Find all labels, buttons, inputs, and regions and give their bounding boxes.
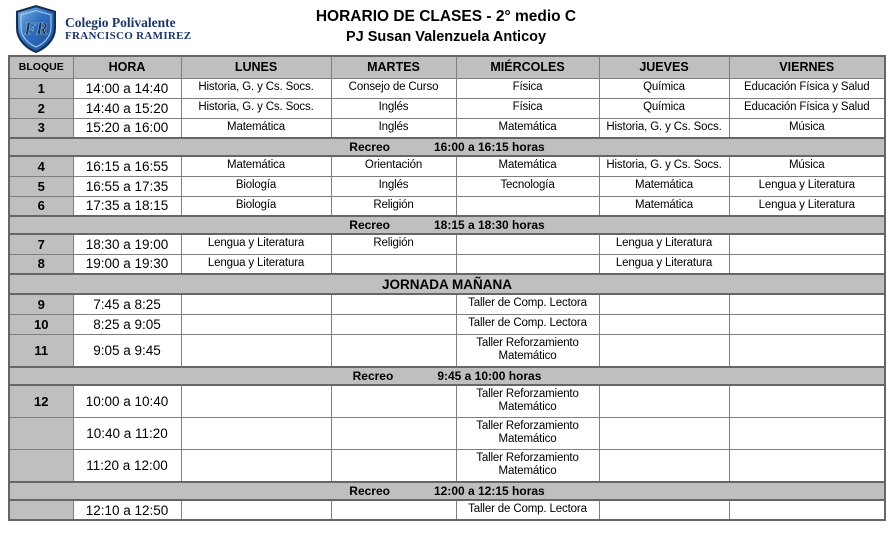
- subject-cell: [456, 254, 599, 274]
- subject-cell: Historia, G. y Cs. Socs.: [181, 78, 331, 98]
- subject-cell: [729, 449, 885, 482]
- subject-cell: [181, 500, 331, 520]
- table-row: [9, 234, 885, 254]
- subject-cell: Matemática: [456, 118, 599, 138]
- col-header-bloque: BLOQUE: [9, 56, 73, 78]
- subject-cell: [456, 196, 599, 216]
- subject-cell: Matemática: [599, 176, 729, 196]
- subject-cell: [181, 385, 331, 418]
- logo-text: [65, 16, 191, 43]
- subject-cell: [181, 334, 331, 367]
- hora-cell: 11:20 a 12:00: [73, 449, 181, 482]
- recreo-label: Recreo: [349, 140, 390, 154]
- school-name-line2: FRANCISCO RAMIREZ: [65, 30, 192, 43]
- recreo-cell: [9, 216, 885, 234]
- hora-cell: 10:40 a 11:20: [73, 417, 181, 449]
- subject-cell: Matemática: [456, 156, 599, 176]
- header-row: [9, 56, 885, 78]
- recreo-cell: [9, 482, 885, 500]
- subject-cell: [331, 314, 456, 334]
- recreo-cell: [9, 138, 885, 156]
- subject-cell: Educación Física y Salud: [729, 78, 885, 98]
- table-row: [9, 417, 885, 449]
- page-subtitle: PJ Susan Valenzuela Anticoy: [345, 29, 547, 45]
- table-row: [9, 156, 885, 176]
- col-header-viernes: VIERNES: [729, 56, 885, 78]
- table-row: [9, 294, 885, 314]
- subject-cell: [729, 385, 885, 418]
- subject-cell: Taller Reforzamiento Matemático: [456, 449, 599, 482]
- subject-cell: Taller de Comp. Lectora: [456, 314, 599, 334]
- recreo-time: 16:00 a 16:15 horas: [433, 140, 545, 154]
- table-row: [9, 385, 885, 418]
- table-row: [9, 176, 885, 196]
- bloque-cell: 6: [9, 196, 73, 216]
- subject-cell: [331, 449, 456, 482]
- subject-cell: Lengua y Literatura: [729, 196, 885, 216]
- table-row: [9, 500, 885, 520]
- subject-cell: [599, 294, 729, 314]
- subject-cell: Biología: [181, 196, 331, 216]
- hora-cell: 7:45 a 8:25: [73, 294, 181, 314]
- bloque-cell: 3: [9, 118, 73, 138]
- hora-cell: 19:00 a 19:30: [73, 254, 181, 274]
- subject-cell: [331, 254, 456, 274]
- recreo-cell: [9, 367, 885, 385]
- subject-cell: Taller Reforzamiento Matemático: [456, 385, 599, 418]
- subject-cell: [729, 254, 885, 274]
- recreo-row: [9, 482, 885, 500]
- hora-cell: 15:20 a 16:00: [73, 118, 181, 138]
- subject-cell: Inglés: [331, 118, 456, 138]
- subject-cell: Lengua y Literatura: [181, 254, 331, 274]
- subject-cell: Historia, G. y Cs. Socs.: [599, 118, 729, 138]
- subject-cell: Matemática: [181, 118, 331, 138]
- page-header: [0, 0, 892, 55]
- hora-cell: 9:05 a 9:45: [73, 334, 181, 367]
- subject-cell: [331, 500, 456, 520]
- subject-cell: Física: [456, 78, 599, 98]
- table-row: [9, 254, 885, 274]
- subject-cell: [729, 314, 885, 334]
- subject-cell: [456, 234, 599, 254]
- subject-cell: [181, 294, 331, 314]
- subject-cell: Inglés: [331, 176, 456, 196]
- bloque-cell: 2: [9, 98, 73, 118]
- col-header-jueves: JUEVES: [599, 56, 729, 78]
- subject-cell: [331, 294, 456, 314]
- hora-cell: 17:35 a 18:15: [73, 196, 181, 216]
- hora-cell: 16:15 a 16:55: [73, 156, 181, 176]
- table-row: [9, 118, 885, 138]
- col-header-martes: MARTES: [331, 56, 456, 78]
- bloque-cell: 9: [9, 294, 73, 314]
- table-row: [9, 78, 885, 98]
- subject-cell: Música: [729, 118, 885, 138]
- hora-cell: 12:10 a 12:50: [73, 500, 181, 520]
- subject-cell: Química: [599, 78, 729, 98]
- recreo-time: 12:00 a 12:15 horas: [433, 484, 545, 498]
- col-header-lunes: LUNES: [181, 56, 331, 78]
- subject-cell: [599, 449, 729, 482]
- hora-cell: 8:25 a 9:05: [73, 314, 181, 334]
- bloque-cell: [9, 500, 73, 520]
- subject-cell: [599, 500, 729, 520]
- table-row: [9, 334, 885, 367]
- recreo-time: 18:15 a 18:30 horas: [433, 218, 545, 232]
- section-row: [9, 274, 885, 294]
- schedule-table: [8, 55, 886, 521]
- recreo-row: [9, 216, 885, 234]
- subject-cell: Física: [456, 98, 599, 118]
- bloque-cell: 1: [9, 78, 73, 98]
- subject-cell: [729, 334, 885, 367]
- schedule-body: [9, 78, 885, 520]
- subject-cell: [331, 417, 456, 449]
- school-logo: [14, 4, 191, 54]
- subject-cell: Taller Reforzamiento Matemático: [456, 334, 599, 367]
- subject-cell: [599, 334, 729, 367]
- subject-cell: Matemática: [181, 156, 331, 176]
- subject-cell: [181, 314, 331, 334]
- subject-cell: Matemática: [599, 196, 729, 216]
- hora-cell: 18:30 a 19:00: [73, 234, 181, 254]
- subject-cell: [331, 334, 456, 367]
- recreo-label: Recreo: [352, 368, 394, 383]
- subject-cell: Taller de Comp. Lectora: [456, 294, 599, 314]
- subject-cell: Taller Reforzamiento Matemático: [456, 417, 599, 449]
- table-row: [9, 196, 885, 216]
- subject-cell: [729, 500, 885, 520]
- hora-cell: 10:00 a 10:40: [73, 385, 181, 418]
- subject-cell: Consejo de Curso: [331, 78, 456, 98]
- subject-cell: [599, 385, 729, 418]
- subject-cell: [331, 385, 456, 418]
- bloque-cell: 8: [9, 254, 73, 274]
- school-name-line1: Colegio Polivalente: [65, 14, 176, 30]
- bloque-cell: 4: [9, 156, 73, 176]
- shield-icon: [14, 4, 58, 54]
- bloque-cell: [9, 449, 73, 482]
- recreo-label: Recreo: [349, 218, 390, 232]
- subject-cell: Tecnología: [456, 176, 599, 196]
- section-cell: JORNADA MAÑANA: [9, 274, 885, 294]
- col-header-hora: HORA: [73, 56, 181, 78]
- hora-cell: 14:40 a 15:20: [73, 98, 181, 118]
- recreo-row: [9, 138, 885, 156]
- subject-cell: [729, 417, 885, 449]
- bloque-cell: 7: [9, 234, 73, 254]
- bloque-cell: 10: [9, 314, 73, 334]
- subject-cell: [181, 449, 331, 482]
- subject-cell: [729, 234, 885, 254]
- subject-cell: Lengua y Literatura: [729, 176, 885, 196]
- bloque-cell: 11: [9, 334, 73, 367]
- subject-cell: Química: [599, 98, 729, 118]
- subject-cell: Historia, G. y Cs. Socs.: [599, 156, 729, 176]
- subject-cell: Lengua y Literatura: [599, 234, 729, 254]
- recreo-label: Recreo: [349, 484, 390, 498]
- table-row: [9, 449, 885, 482]
- table-row: [9, 98, 885, 118]
- subject-cell: Educación Física y Salud: [729, 98, 885, 118]
- subject-cell: Taller de Comp. Lectora: [456, 500, 599, 520]
- subject-cell: Lengua y Literatura: [181, 234, 331, 254]
- subject-cell: Religión: [331, 196, 456, 216]
- subject-cell: Inglés: [331, 98, 456, 118]
- subject-cell: Música: [729, 156, 885, 176]
- subject-cell: [181, 417, 331, 449]
- subject-cell: Historia, G. y Cs. Socs.: [181, 98, 331, 118]
- hora-cell: 16:55 a 17:35: [73, 176, 181, 196]
- bloque-cell: 5: [9, 176, 73, 196]
- recreo-row: [9, 367, 885, 385]
- subject-cell: Orientación: [331, 156, 456, 176]
- subject-cell: Biología: [181, 176, 331, 196]
- recreo-time: 9:45 a 10:00 horas: [437, 368, 542, 383]
- logo-monogram: FR: [24, 18, 48, 39]
- bloque-cell: 12: [9, 385, 73, 418]
- hora-cell: 14:00 a 14:40: [73, 78, 181, 98]
- page-title: HORARIO DE CLASES - 2° medio C: [315, 8, 577, 25]
- subject-cell: Lengua y Literatura: [599, 254, 729, 274]
- col-header-miercoles: MIÉRCOLES: [456, 56, 599, 78]
- subject-cell: [599, 417, 729, 449]
- subject-cell: Religión: [331, 234, 456, 254]
- table-row: [9, 314, 885, 334]
- bloque-cell: [9, 417, 73, 449]
- subject-cell: [729, 294, 885, 314]
- subject-cell: [599, 314, 729, 334]
